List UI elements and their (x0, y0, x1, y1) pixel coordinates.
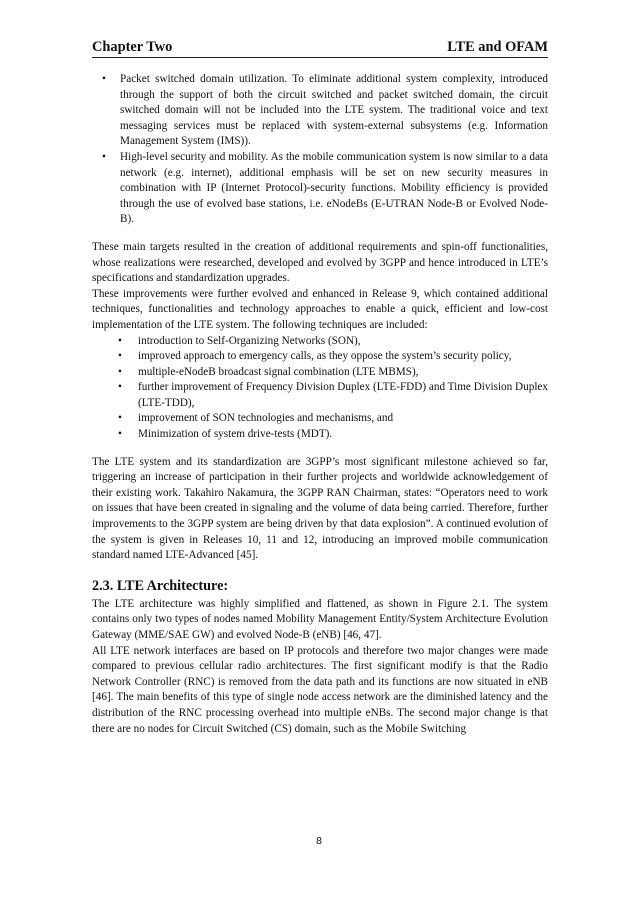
list-item: • introduction to Self-Organizing Networks (SON), (110, 334, 548, 350)
list-item: • High-level security and mobility. As the mobile communication system is now similar to a data network (e.g. internet), additional emphasis will be set on new security measures in combination with IP (Internet Protocol)-security functions. Mobility efficiency is provided through the use of evolved base stations, i.e. eNodeBs (E-UTRAN Node-B or Evolved Node-B). (92, 150, 548, 228)
list-item: • multiple-eNodeB broadcast signal combination (LTE MBMS), (110, 365, 548, 381)
paragraph: The LTE architecture was highly simplified and flattened, as shown in Figure 2.1. The system contains only two types of nodes named Mobility Management Entity/System Architecture Evolution Gateway (MME/SAE GW) and evolved Node-B (eNB) [46, 47]. (92, 597, 548, 641)
paragraph: These main targets resulted in the creation of additional requirements and spin-off functionalities, whose realizations were researched, developed and evolved by 3GPP and hence introduced in LTE’s specifications and standardization upgrades. (92, 240, 548, 285)
list-item: • improvement of SON technologies and mechanisms, and (110, 411, 548, 427)
paragraph: All LTE network interfaces are based on IP protocols and therefore two major changes were made compared to previous cellular radio architectures. The first significant modify is that the Radio Network Controller (RNC) is removed from the data path and its functions are now situated in eNB [46]. The main benefits of this type of single node access network are the diminished latency and the distribution of the RNC processing overhead into multiple eNBs. The second major change is that there are no nodes for Circuit Switched (CS) domain, such as the Mobile Switching (92, 644, 548, 735)
paragraph: The LTE system and its standardization are 3GPP’s most significant milestone achieved so far, triggering an increase of participation in their further projects and worldwide acknowledgement of their existing work. Takahiro Nakamura, the 3GPP RAN Chairman, states: “Operators need to work on issues that have been created in signaling and the volume of data being carried. Therefore, further improvements to the 3GPP system are being driven by that data explosion”. A continued evolution of the system is given in Releases 10, 11 and 12, introducing an improved mobile communication standard named LTE-Advanced [45]. (92, 455, 548, 562)
page-number: 8 (316, 835, 322, 847)
chapter-title: Chapter Two (92, 39, 173, 55)
techniques-list (92, 334, 548, 443)
running-header (92, 38, 548, 58)
chapter-topic: LTE and OFAM (447, 39, 548, 55)
list-item: • improved approach to emergency calls, as they oppose the system’s security policy, (110, 349, 548, 365)
list-item: • Minimization of system drive-tests (MDT). (110, 427, 548, 443)
document-page (92, 38, 548, 737)
target-bullet-list (92, 72, 548, 228)
paragraph: These improvements were further evolved and enhanced in Release 9, which contained additional techniques, functionalities and technology approaches to enable a quick, efficient and low-cost implementation of the LTE system. The following techniques are included: (92, 287, 548, 331)
section-heading: 2.3. LTE Architecture: (92, 577, 229, 594)
list-item: • further improvement of Frequency Division Duplex (LTE-FDD) and Time Division Duplex (LTE-TDD), (110, 380, 548, 411)
list-item: • Packet switched domain utilization. To eliminate additional system complexity, introduced through the support of both the circuit switched and packet switched domain, the circuit switched domain will not be included into the LTE system. The traditional voice and text messaging services must be replaced with system-external subsystems (e.g. Information Management System (IMS)). (92, 72, 548, 150)
